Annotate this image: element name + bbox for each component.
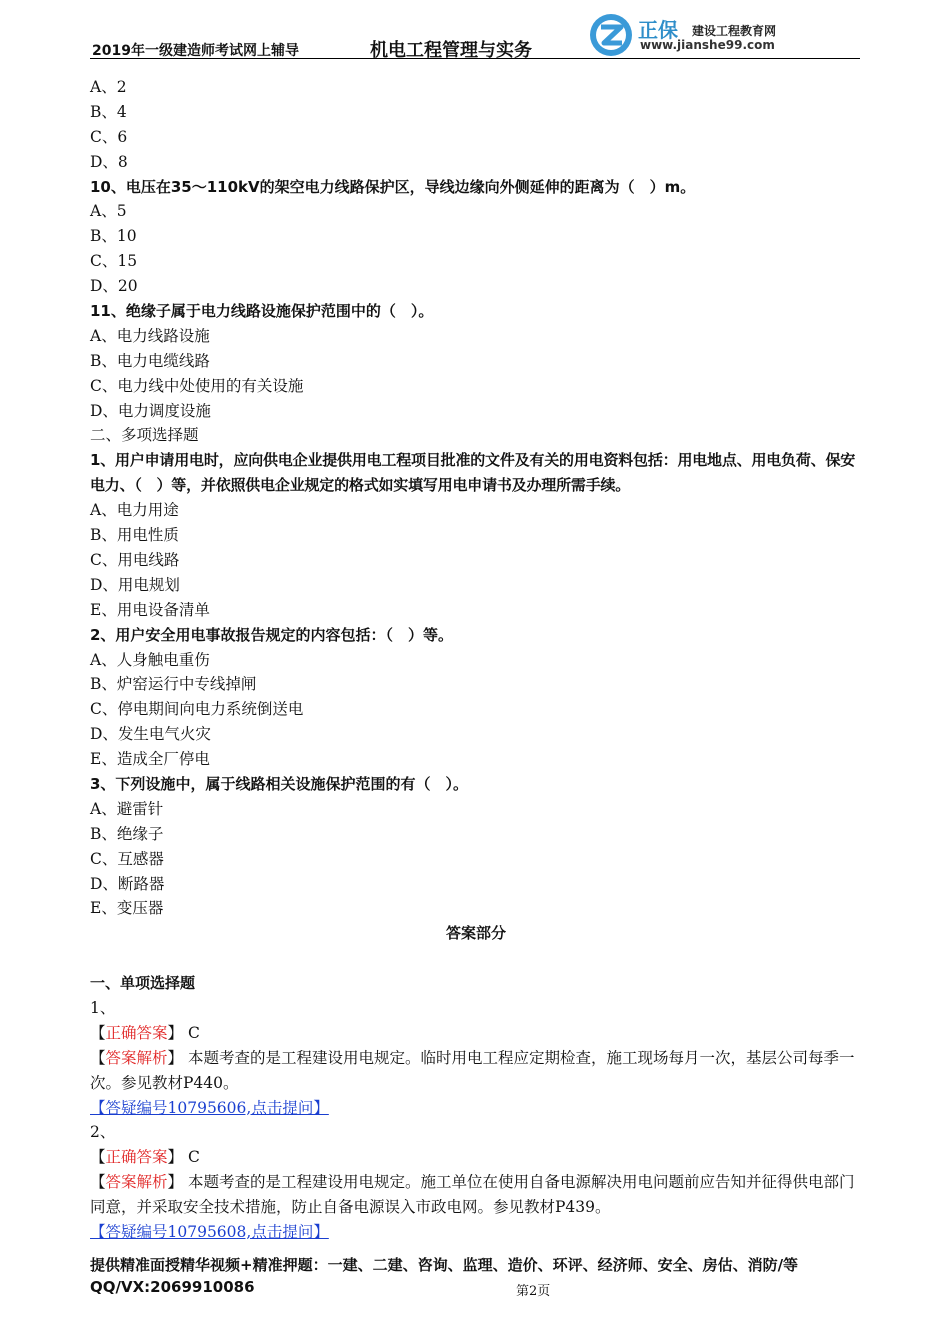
- header-exam-title: 2019年一级建造师考试网上辅导: [92, 43, 299, 59]
- option-line: A、5: [90, 202, 127, 221]
- logo-mark-icon: [588, 12, 634, 58]
- question-lines-part1: [90, 75, 862, 448]
- document-body: [90, 75, 862, 1245]
- option-line: A、避雷针: [90, 799, 164, 818]
- option-line: C、15: [90, 252, 138, 271]
- analysis-label: 答案解析: [105, 1048, 168, 1067]
- option-line: D、8: [90, 152, 128, 171]
- question-stem: 3、下列设施中，属于线路相关设施保护范围的有（ ）。: [90, 774, 468, 793]
- correct-answer-label: 正确答案: [105, 1023, 168, 1042]
- option-line: C、互感器: [90, 849, 164, 868]
- answer-subsection-title: 一、单项选择题: [90, 974, 196, 993]
- ask-question-link[interactable]: 【答疑编号10795608,点击提问】: [90, 1223, 329, 1242]
- option-line: D、电力调度设施: [90, 401, 211, 420]
- answer-analysis: 【答案解析】 本题考查的是工程建设用电规定。施工单位在使用自备电源解决用电问题前应告知并征得供电部门同意，并采取安全技术措施，防止自备电源误入市政电网。参见教材P439。: [90, 1173, 855, 1217]
- page-number: 第2页: [516, 1284, 551, 1299]
- answer-number: 1、: [90, 998, 116, 1017]
- option-line: D、20: [90, 277, 138, 296]
- answer-analysis: 【答案解析】 本题考查的是工程建设用电规定。临时用电工程应定期检查，施工现场每月一次，基层公司每季一次。参见教材P440。: [90, 1048, 855, 1092]
- answer-item: [90, 996, 862, 1120]
- footer-promo: 提供精准面授精华视频+精准押题：一建、二建、咨询、监理、造价、环评、经济师、安全、房估、消防/等: [90, 1256, 799, 1274]
- question-stem: 10、电压在35～110kV的架空电力线路保护区，导线边缘向外侧延伸的距离为（ ）m。: [90, 177, 696, 196]
- answer-item: [90, 1120, 862, 1244]
- logo-url: www.jianshe99.com: [640, 38, 775, 52]
- option-line: A、2: [90, 78, 127, 96]
- option-line: B、电力电缆线路: [90, 351, 210, 370]
- option-line: E、造成全厂停电: [90, 750, 210, 769]
- footer-contact: QQ/VX:2069910086: [90, 1278, 255, 1296]
- question-lines-part2: [90, 498, 862, 921]
- logo-brand: 正保: [638, 18, 678, 42]
- header-divider: [90, 58, 860, 59]
- option-line: A、电力用途: [90, 501, 179, 520]
- correct-answer-row: 【正确答案】 C: [90, 1148, 200, 1167]
- correct-answer-label: 正确答案: [105, 1148, 168, 1167]
- analysis-text: 本题考查的是工程建设用电规定。临时用电工程应定期检查，施工现场每月一次，基层公司每季一次。参见教材P440。: [90, 1048, 855, 1092]
- option-line: B、炉窑运行中专线掉闸: [90, 675, 257, 694]
- option-line: 二、多项选择题: [90, 426, 199, 445]
- analysis-label: 答案解析: [105, 1173, 168, 1192]
- answer-section-title: 答案部分: [445, 924, 506, 943]
- question-stem: 2、用户安全用电事故报告规定的内容包括：（ ）等。: [90, 625, 453, 644]
- question-stem: 11、绝缘子属于电力线路设施保护范围中的（ ）。: [90, 302, 434, 321]
- option-line: B、4: [90, 102, 127, 121]
- correct-answer-value: C: [183, 1023, 200, 1042]
- ask-question-link[interactable]: 【答疑编号10795606,点击提问】: [90, 1098, 329, 1117]
- option-line: B、10: [90, 227, 137, 246]
- correct-answer-row: 【正确答案】 C: [90, 1023, 200, 1042]
- analysis-text: 本题考查的是工程建设用电规定。施工单位在使用自备电源解决用电问题前应告知并征得供电部门同意，并采取安全技术措施，防止自备电源误入市政电网。参见教材P439。: [90, 1173, 855, 1217]
- spacer: [90, 946, 862, 971]
- option-line: B、用电性质: [90, 526, 179, 545]
- option-line: D、发生电气火灾: [90, 725, 211, 744]
- option-line: B、绝缘子: [90, 824, 164, 843]
- option-line: C、用电线路: [90, 550, 180, 569]
- option-line: C、6: [90, 127, 128, 146]
- answer-number: 2、: [90, 1123, 116, 1142]
- logo-subtitle: 建设工程教育网: [692, 24, 777, 38]
- correct-answer-value: C: [183, 1148, 200, 1167]
- site-logo[interactable]: [588, 10, 788, 58]
- multi-question-1: 1、用户申请用电时，应向供电企业提供用电工程项目批准的文件及有关的用电资料包括：用电地点、用电负荷、保安电力、（ ）等，并依照供电企业规定的格式如实填写用电申请书及办理所需手续。: [90, 451, 856, 495]
- option-line: E、用电设备清单: [90, 600, 210, 619]
- option-line: D、用电规划: [90, 575, 180, 594]
- option-line: C、停电期间向电力系统倒送电: [90, 700, 304, 719]
- option-line: A、电力线路设施: [90, 326, 210, 345]
- header-subject-title: 机电工程管理与实务: [370, 40, 532, 61]
- option-line: E、变压器: [90, 899, 164, 918]
- option-line: C、电力线中处使用的有关设施: [90, 376, 304, 395]
- option-line: A、人身触电重伤: [90, 650, 210, 669]
- option-line: D、断路器: [90, 874, 165, 893]
